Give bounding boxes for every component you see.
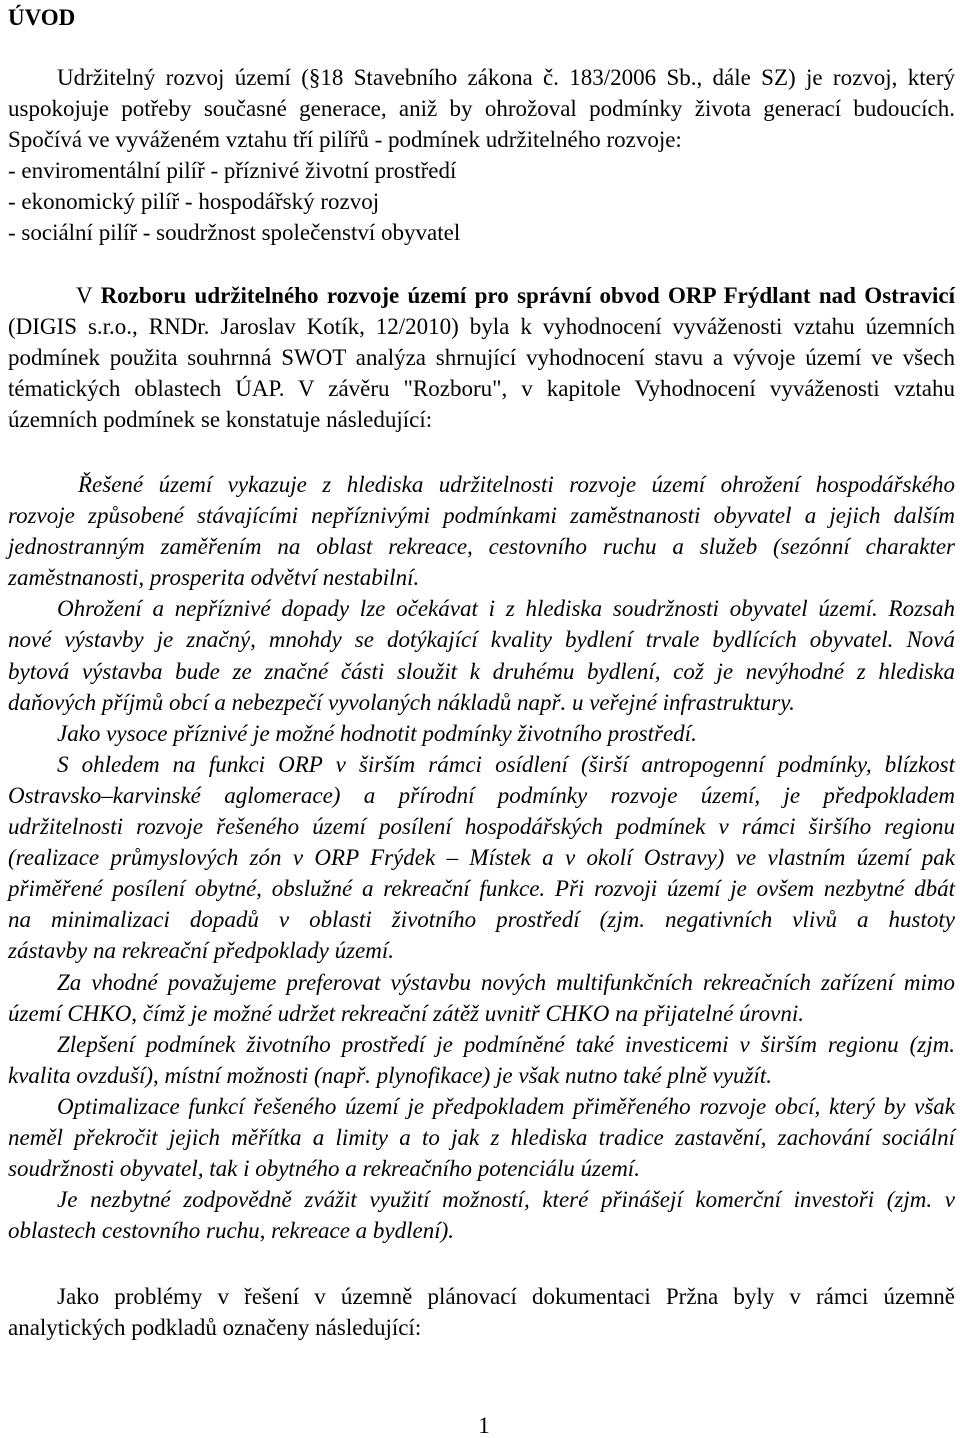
quote-line: oblastech cestovního ruchu, rekreace a bydlení).	[8, 1218, 455, 1244]
quote-line: Zlepšení podmínek životního prostředí je podmíněné také investicemi v širším regionu (zjm.	[57, 1031, 955, 1057]
page-heading: ÚVOD	[8, 5, 76, 30]
quote-line: Řešené území vykazuje z hlediska udržitelnosti rozvoje území ohrožení hospodářského	[78, 472, 955, 497]
analysis-paragraph	[8, 280, 955, 435]
quote-line: bytová výstavba bude ze značné části sloužit k druhému bydlení, což je nevýhodné z hlediska	[8, 658, 955, 684]
quote-line: neměl překročit jejich měřítka a limity a to jak z hlediska tradice zastavění, zachování sociální	[8, 1124, 955, 1150]
quote-line: udržitelnosti rozvoje řešeného území posílení hospodářských podmínek v rámci širšího regionu	[8, 814, 955, 840]
analysis-document-title: Rozboru udržitelného rozvoje území pro správní obvod ORP Frýdlant nad Ostravicí	[100, 283, 955, 308]
intro-line: Spočívá ve vyváženém vztahu tří pilířů - podmínek udržitelného rozvoje:	[8, 127, 682, 153]
quote-line: zástavby na rekreační předpoklady území.	[8, 938, 395, 964]
problems-paragraph	[8, 1281, 955, 1343]
intro-line: uspokojuje potřeby současné generace, aniž by ohrožoval podmínky života generací budoucích.	[8, 96, 955, 122]
analysis-lead: V	[76, 283, 93, 308]
intro-paragraph	[8, 62, 955, 249]
quote-line: Optimalizace funkcí řešeného území je předpokladem přiměřeného rozvoje obcí, který by však	[57, 1093, 955, 1119]
quote-line: daňových příjmů obcí a nebezpečí vyvolaných nákladů např. u veřejné infrastruktury.	[8, 689, 795, 715]
pillar-social: - sociální pilíř - soudržnost společenství obyvatel	[8, 220, 461, 246]
quote-line: přiměřené posílení obytné, obslužné a rekreační funkce. Při rozvoji území je ovšem nezbytné dbát	[8, 876, 955, 902]
page-number: 1	[478, 1413, 490, 1438]
analysis-line: podmínek použita souhrnná SWOT analýza shrnující vyhodnocení stavu a vývoje území ve všech	[8, 345, 955, 371]
quote-line: kvalita ovzduší), místní možnosti (např. plynofikace) je však nutno také plně využít.	[8, 1062, 772, 1088]
quote-line: Ostravsko–karvinské aglomerace) a přírodní podmínky rozvoje území, je předpokladem	[8, 782, 955, 808]
quote-line: zaměstnanosti, prosperita odvětví nestabilní.	[8, 565, 420, 591]
pillar-environmental: - enviromentální pilíř - příznivé životní prostředí	[8, 158, 457, 184]
problems-line: Jako problémy v řešení v územně plánovací dokumentaci Pržna byly v rámci územně	[57, 1284, 955, 1309]
quote-line: nové výstavby je značný, mnohdy se dotýkající kvality bydlení trvale bydlících obyvatel. Nová	[8, 627, 955, 653]
quote-line: Za vhodné považujeme preferovat výstavbu nových multifunkčních rekreačních zařízení mimo	[57, 969, 955, 995]
quote-line: S ohledem na funkci ORP v širším rámci osídlení (širší antropogenní podmínky, blízkost	[57, 751, 955, 777]
analysis-line	[8, 280, 955, 311]
quote-line: území CHKO, čímž je možné udržet rekreační zátěž uvnitř CHKO na přijatelné úrovni.	[8, 1000, 804, 1026]
quote-line: (realizace průmyslových zón v ORP Frýdek – Místek a v okolí Ostravy) ve vlastním území pak	[8, 845, 955, 871]
quote-line: rozvoje způsobené stávajícími nepříznivými podmínkami zaměstnanosti obyvatel a jejich dalším	[8, 503, 955, 529]
analysis-line: tématických oblastech ÚAP. V závěru "Rozboru", v kapitole Vyhodnocení vyváženosti vztahu	[8, 376, 955, 402]
analysis-line: (DIGIS s.r.o., RNDr. Jaroslav Kotík, 12/2010) byla k vyhodnocení vyváženosti vztahu územních	[8, 314, 955, 340]
quoted-conclusion	[8, 469, 955, 1246]
quote-line: soudržnosti obyvatel, tak i obytného a rekreačního potenciálu území.	[8, 1156, 640, 1182]
intro-line: Udržitelný rozvoj území (§18 Stavebního zákona č. 183/2006 Sb., dále SZ) je rozvoj, který	[57, 65, 955, 90]
quote-line: Je nezbytné zodpovědně zvážit využití možností, které přinášejí komerční investoři (zjm. v	[57, 1187, 955, 1213]
pillar-economic: - ekonomický pilíř - hospodářský rozvoj	[8, 189, 380, 215]
problems-line: analytických podkladů označeny následující:	[8, 1315, 422, 1341]
quote-line: Ohrožení a nepříznivé dopady lze očekávat i z hlediska soudržnosti obyvatel území. Rozsah	[57, 596, 955, 622]
quote-line: na minimalizaci dopadů v oblasti životního prostředí (zjm. negativních vlivů a hustoty	[8, 907, 955, 933]
quote-line: Jako vysoce příznivé je možné hodnotit podmínky životního prostředí.	[57, 720, 697, 746]
analysis-line: územních podmínek se konstatuje následující:	[8, 407, 433, 433]
quote-line: jednostranným zaměřením na oblast rekreace, cestovního ruchu a služeb (sezónní charakter	[8, 534, 955, 560]
